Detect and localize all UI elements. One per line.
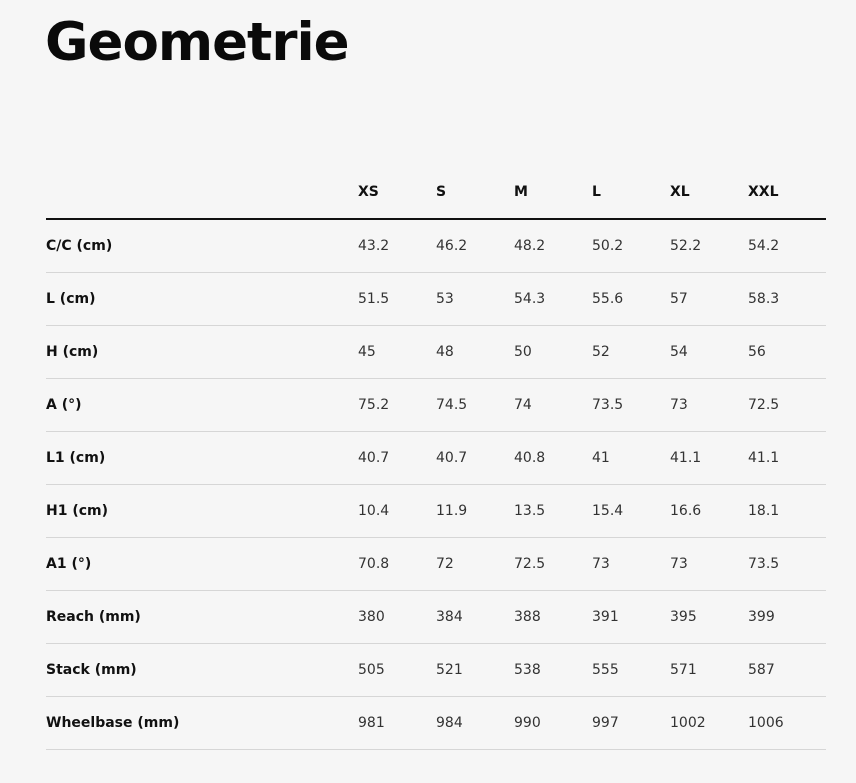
- table-cell: 521: [436, 644, 514, 697]
- table-cell: 18.1: [748, 485, 826, 538]
- table-body: [46, 219, 826, 750]
- table-cell: 55.6: [592, 273, 670, 326]
- table-cell: 395: [670, 591, 748, 644]
- table-cell: 41: [592, 432, 670, 485]
- table-cell: 538: [514, 644, 592, 697]
- row-label: Wheelbase (mm): [46, 697, 358, 750]
- table-cell: 505: [358, 644, 436, 697]
- table-cell: 50: [514, 326, 592, 379]
- table-cell: 54: [670, 326, 748, 379]
- table-cell: 45: [358, 326, 436, 379]
- table-cell: 10.4: [358, 485, 436, 538]
- table-cell: 73: [670, 538, 748, 591]
- table-cell: 74: [514, 379, 592, 432]
- table-cell: 11.9: [436, 485, 514, 538]
- row-label: L1 (cm): [46, 432, 358, 485]
- table-row: [46, 538, 826, 591]
- table-cell: 48: [436, 326, 514, 379]
- table-row: [46, 591, 826, 644]
- table-cell: 73.5: [748, 538, 826, 591]
- table-cell: 73: [670, 379, 748, 432]
- table-header-row: [46, 166, 826, 219]
- table-cell: 40.7: [358, 432, 436, 485]
- row-label: H (cm): [46, 326, 358, 379]
- table-row: [46, 326, 826, 379]
- table-cell: 52.2: [670, 219, 748, 273]
- table-cell: 56: [748, 326, 826, 379]
- row-label: A (°): [46, 379, 358, 432]
- table-cell: 50.2: [592, 219, 670, 273]
- table-cell: 72.5: [748, 379, 826, 432]
- table-cell: 52: [592, 326, 670, 379]
- table-cell: 41.1: [748, 432, 826, 485]
- size-header-l: L: [592, 166, 670, 219]
- table-cell: 555: [592, 644, 670, 697]
- table-row: [46, 379, 826, 432]
- row-label: A1 (°): [46, 538, 358, 591]
- size-header-s: S: [436, 166, 514, 219]
- table-cell: 72: [436, 538, 514, 591]
- geometry-table: [46, 166, 826, 750]
- size-header-xs: XS: [358, 166, 436, 219]
- row-label: Stack (mm): [46, 644, 358, 697]
- size-header-xl: XL: [670, 166, 748, 219]
- table-cell: 51.5: [358, 273, 436, 326]
- row-label: H1 (cm): [46, 485, 358, 538]
- table-cell: 53: [436, 273, 514, 326]
- table-cell: 54.3: [514, 273, 592, 326]
- table-cell: 1006: [748, 697, 826, 750]
- table-cell: 70.8: [358, 538, 436, 591]
- table-cell: 57: [670, 273, 748, 326]
- page-title: Geometrie: [45, 12, 349, 73]
- table-row: [46, 219, 826, 273]
- row-label: L (cm): [46, 273, 358, 326]
- row-label: C/C (cm): [46, 219, 358, 273]
- table-cell: 73: [592, 538, 670, 591]
- table-cell: 380: [358, 591, 436, 644]
- table-cell: 54.2: [748, 219, 826, 273]
- table-cell: 997: [592, 697, 670, 750]
- table-cell: 571: [670, 644, 748, 697]
- table-row: [46, 697, 826, 750]
- table-cell: 399: [748, 591, 826, 644]
- table-row: [46, 485, 826, 538]
- header-empty-cell: [46, 166, 358, 219]
- table-cell: 41.1: [670, 432, 748, 485]
- table-cell: 74.5: [436, 379, 514, 432]
- table-cell: 43.2: [358, 219, 436, 273]
- table-cell: 990: [514, 697, 592, 750]
- table-cell: 72.5: [514, 538, 592, 591]
- table-cell: 73.5: [592, 379, 670, 432]
- table-cell: 1002: [670, 697, 748, 750]
- table-cell: 384: [436, 591, 514, 644]
- table-cell: 40.7: [436, 432, 514, 485]
- table-row: [46, 644, 826, 697]
- table-cell: 40.8: [514, 432, 592, 485]
- size-header-m: M: [514, 166, 592, 219]
- table-cell: 388: [514, 591, 592, 644]
- table-cell: 984: [436, 697, 514, 750]
- table-cell: 58.3: [748, 273, 826, 326]
- table-cell: 587: [748, 644, 826, 697]
- table-cell: 391: [592, 591, 670, 644]
- table-row: [46, 432, 826, 485]
- table-cell: 16.6: [670, 485, 748, 538]
- size-header-xxl: XXL: [748, 166, 826, 219]
- table-cell: 75.2: [358, 379, 436, 432]
- table-cell: 48.2: [514, 219, 592, 273]
- table-cell: 981: [358, 697, 436, 750]
- table-cell: 46.2: [436, 219, 514, 273]
- table-row: [46, 273, 826, 326]
- table-cell: 15.4: [592, 485, 670, 538]
- table-cell: 13.5: [514, 485, 592, 538]
- row-label: Reach (mm): [46, 591, 358, 644]
